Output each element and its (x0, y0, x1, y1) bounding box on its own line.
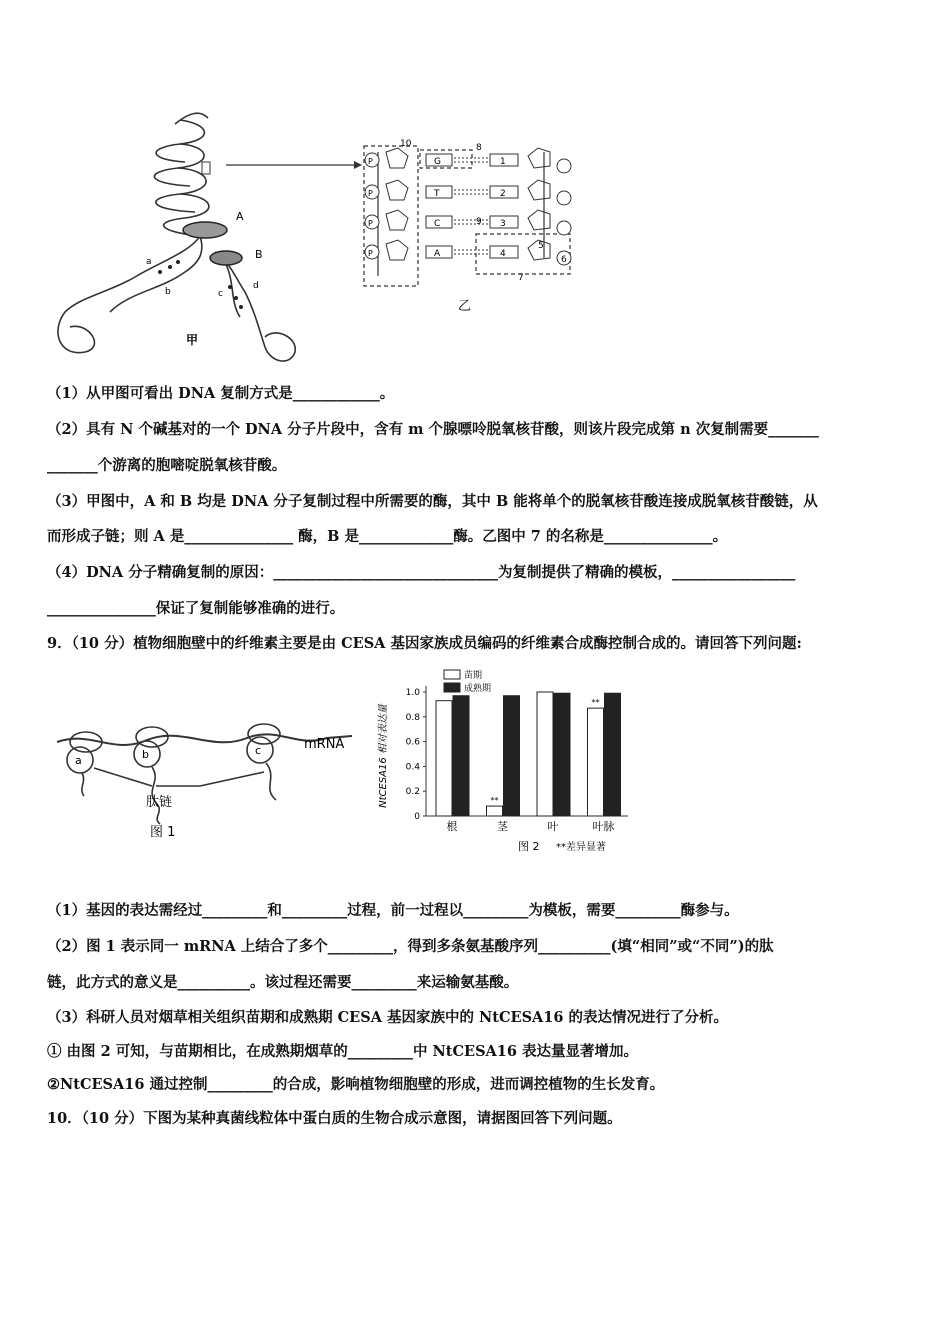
label-8: 8 (476, 143, 482, 153)
y-tick-label: 1.0 (405, 688, 420, 698)
q9-line-3: 链，此方式的意义是__________。该过程还需要_________来运输氨基酸。 (47, 974, 519, 991)
q9-line-1: （1）基因的表达需经过_________和_________过程，前一过程以_________为模板，需要_________酶参与。 (47, 902, 739, 919)
enzyme-b (210, 251, 242, 265)
q10-header: 10．（10 分）下图为某种真菌线粒体中蛋白质的生物合成示意图，请据图回答下列问题。 (47, 1110, 622, 1127)
strand-c-label: c (218, 289, 223, 299)
peptide-label: 肽链 (146, 795, 173, 810)
significance-mark: ** (591, 698, 600, 708)
enzyme-a-label: A (236, 210, 244, 223)
phosphate-label: P (368, 219, 373, 228)
enzyme-b-label: B (255, 248, 263, 261)
sugar-pentagon-left (386, 180, 408, 200)
y-tick-label: 0.6 (405, 737, 420, 748)
sugar-pentagon-right (528, 148, 550, 168)
label-6: 6 (561, 255, 567, 265)
bar-成熟期-茎 (504, 696, 520, 816)
x-tick-label: 根 (446, 820, 458, 833)
x-tick-label: 叶脉 (592, 820, 615, 833)
base-label: A (434, 249, 441, 259)
ribosome-a-label: a (75, 754, 82, 767)
y-tick-label: 0 (414, 812, 420, 822)
legend-swatch (444, 683, 460, 692)
phosphate-label: P (368, 157, 373, 166)
q9-line-2: （2）图 1 表示同一 mRNA 上结合了多个_________，得到多条氨基酸序列__________(填“相同”或“不同”)的肽 (47, 938, 774, 955)
y-tick-label: 0.4 (405, 762, 420, 773)
base-number-label: 1 (500, 157, 506, 167)
bar-成熟期-根 (453, 696, 469, 816)
y-axis-label: NtCESA16 相对表达量 (378, 704, 389, 808)
base-label: T (434, 189, 440, 199)
base-label: G (434, 157, 441, 167)
x-tick-label: 叶 (547, 820, 559, 833)
ribosome-c-label: c (255, 744, 262, 757)
legend-label: 苗期 (464, 671, 483, 681)
significance-mark: ** (490, 796, 499, 806)
y-tick-label: 0.2 (405, 787, 420, 798)
q8-line-3: _______个游离的胞嘧啶脱氧核苷酸。 (47, 457, 287, 474)
figure-yi-caption: 乙 (458, 299, 472, 314)
ribosome-b-label: b (142, 748, 149, 761)
base-number-label: 3 (500, 219, 506, 229)
label-7: 7 (518, 273, 524, 283)
phosphate-circle-right (557, 191, 571, 205)
bar-苗期-叶脉 (588, 708, 604, 816)
q9-line-6: ②NtCESA16 通过控制_________的合成，影响植物细胞壁的形成，进而调控植物的生长发育。 (47, 1076, 665, 1093)
sugar-pentagon-right (528, 210, 550, 230)
base-number-label: 2 (500, 189, 506, 199)
q8-line-7: _______________保证了复制能够准确的进行。 (47, 600, 345, 617)
bar-成熟期-叶脉 (605, 693, 621, 816)
label-10: 10 (400, 139, 412, 149)
figure-jia-caption: 甲 (186, 333, 199, 347)
bar-苗期-叶 (537, 692, 553, 816)
x-tick-label: 茎 (497, 820, 508, 833)
label-9: 9 (476, 217, 482, 227)
bar-苗期-茎 (487, 806, 503, 816)
q9-line-4: （3）科研人员对烟草相关组织苗期和成熟期 CESA 基因家族中的 NtCESA16 的表达情况进行了分析。 (47, 1009, 729, 1026)
chart-note: **差异显著 (556, 842, 606, 853)
sugar-pentagon-left (386, 148, 408, 168)
bar-成熟期-叶 (554, 693, 570, 816)
q8-line-4: （3）甲图中，A 和 B 均是 DNA 分子复制过程中所需要的酶，其中 B 能将单个的脱氧核苷酸连接成脱氧核苷酸链，从 (47, 493, 818, 510)
strand-a-label: a (146, 257, 152, 267)
legend-swatch (444, 670, 460, 679)
strand-d-label: d (253, 281, 259, 291)
y-tick-label: 0.8 (405, 712, 420, 723)
q8-line-2: （2）具有 N 个碱基对的一个 DNA 分子片段中，含有 m 个腺嘌呤脱氧核苷酸，则该片段完成第 n 次复制需要_______ (47, 421, 819, 438)
mrna-label: mRNA (304, 737, 345, 752)
phosphate-circle-right (557, 221, 571, 235)
polysome-figure (52, 690, 362, 850)
q9-header: 9．（10 分）植物细胞壁中的纤维素主要是由 CESA 基因家族成员编码的纤维素合成酶控制合成的。请回答下列问题: (47, 635, 802, 652)
dna-segment-figure (358, 138, 588, 318)
q9-line-5: ① 由图 2 可知，与苗期相比，在成熟期烟草的_________中 NtCESA16 表达量显著增加。 (47, 1043, 639, 1060)
phosphate-label: P (368, 189, 373, 198)
base-label: C (434, 219, 441, 229)
phosphate-label: P (368, 249, 373, 258)
base-number-label: 4 (500, 249, 506, 259)
sugar-pentagon-right (528, 180, 550, 200)
sugar-pentagon-left (386, 210, 408, 230)
phosphate-circle-right (557, 159, 571, 173)
strand-b-label: b (165, 287, 171, 297)
dna-replication-figure (50, 112, 320, 374)
bar-苗期-根 (436, 701, 452, 816)
q8-line-5: 而形成子链；则 A 是_______________ 酶，B 是_____________酶。乙图中 7 的名称是_______________。 (47, 528, 728, 545)
figure-1-caption: 图 1 (150, 825, 176, 840)
zoom-arrow (226, 158, 362, 172)
enzyme-a (183, 222, 227, 238)
q8-line-6: （4）DNA 分子精确复制的原因：_______________________________为复制提供了精确的模板，_________________ (47, 564, 796, 581)
sugar-pentagon-left (386, 240, 408, 260)
legend-label: 成熟期 (464, 684, 492, 694)
figure-2-caption: 图 2 (518, 840, 540, 853)
expression-chart (368, 664, 658, 860)
q8-line-1: （1）从甲图可看出 DNA 复制方式是____________。 (47, 385, 395, 402)
label-5: 5 (538, 241, 544, 251)
